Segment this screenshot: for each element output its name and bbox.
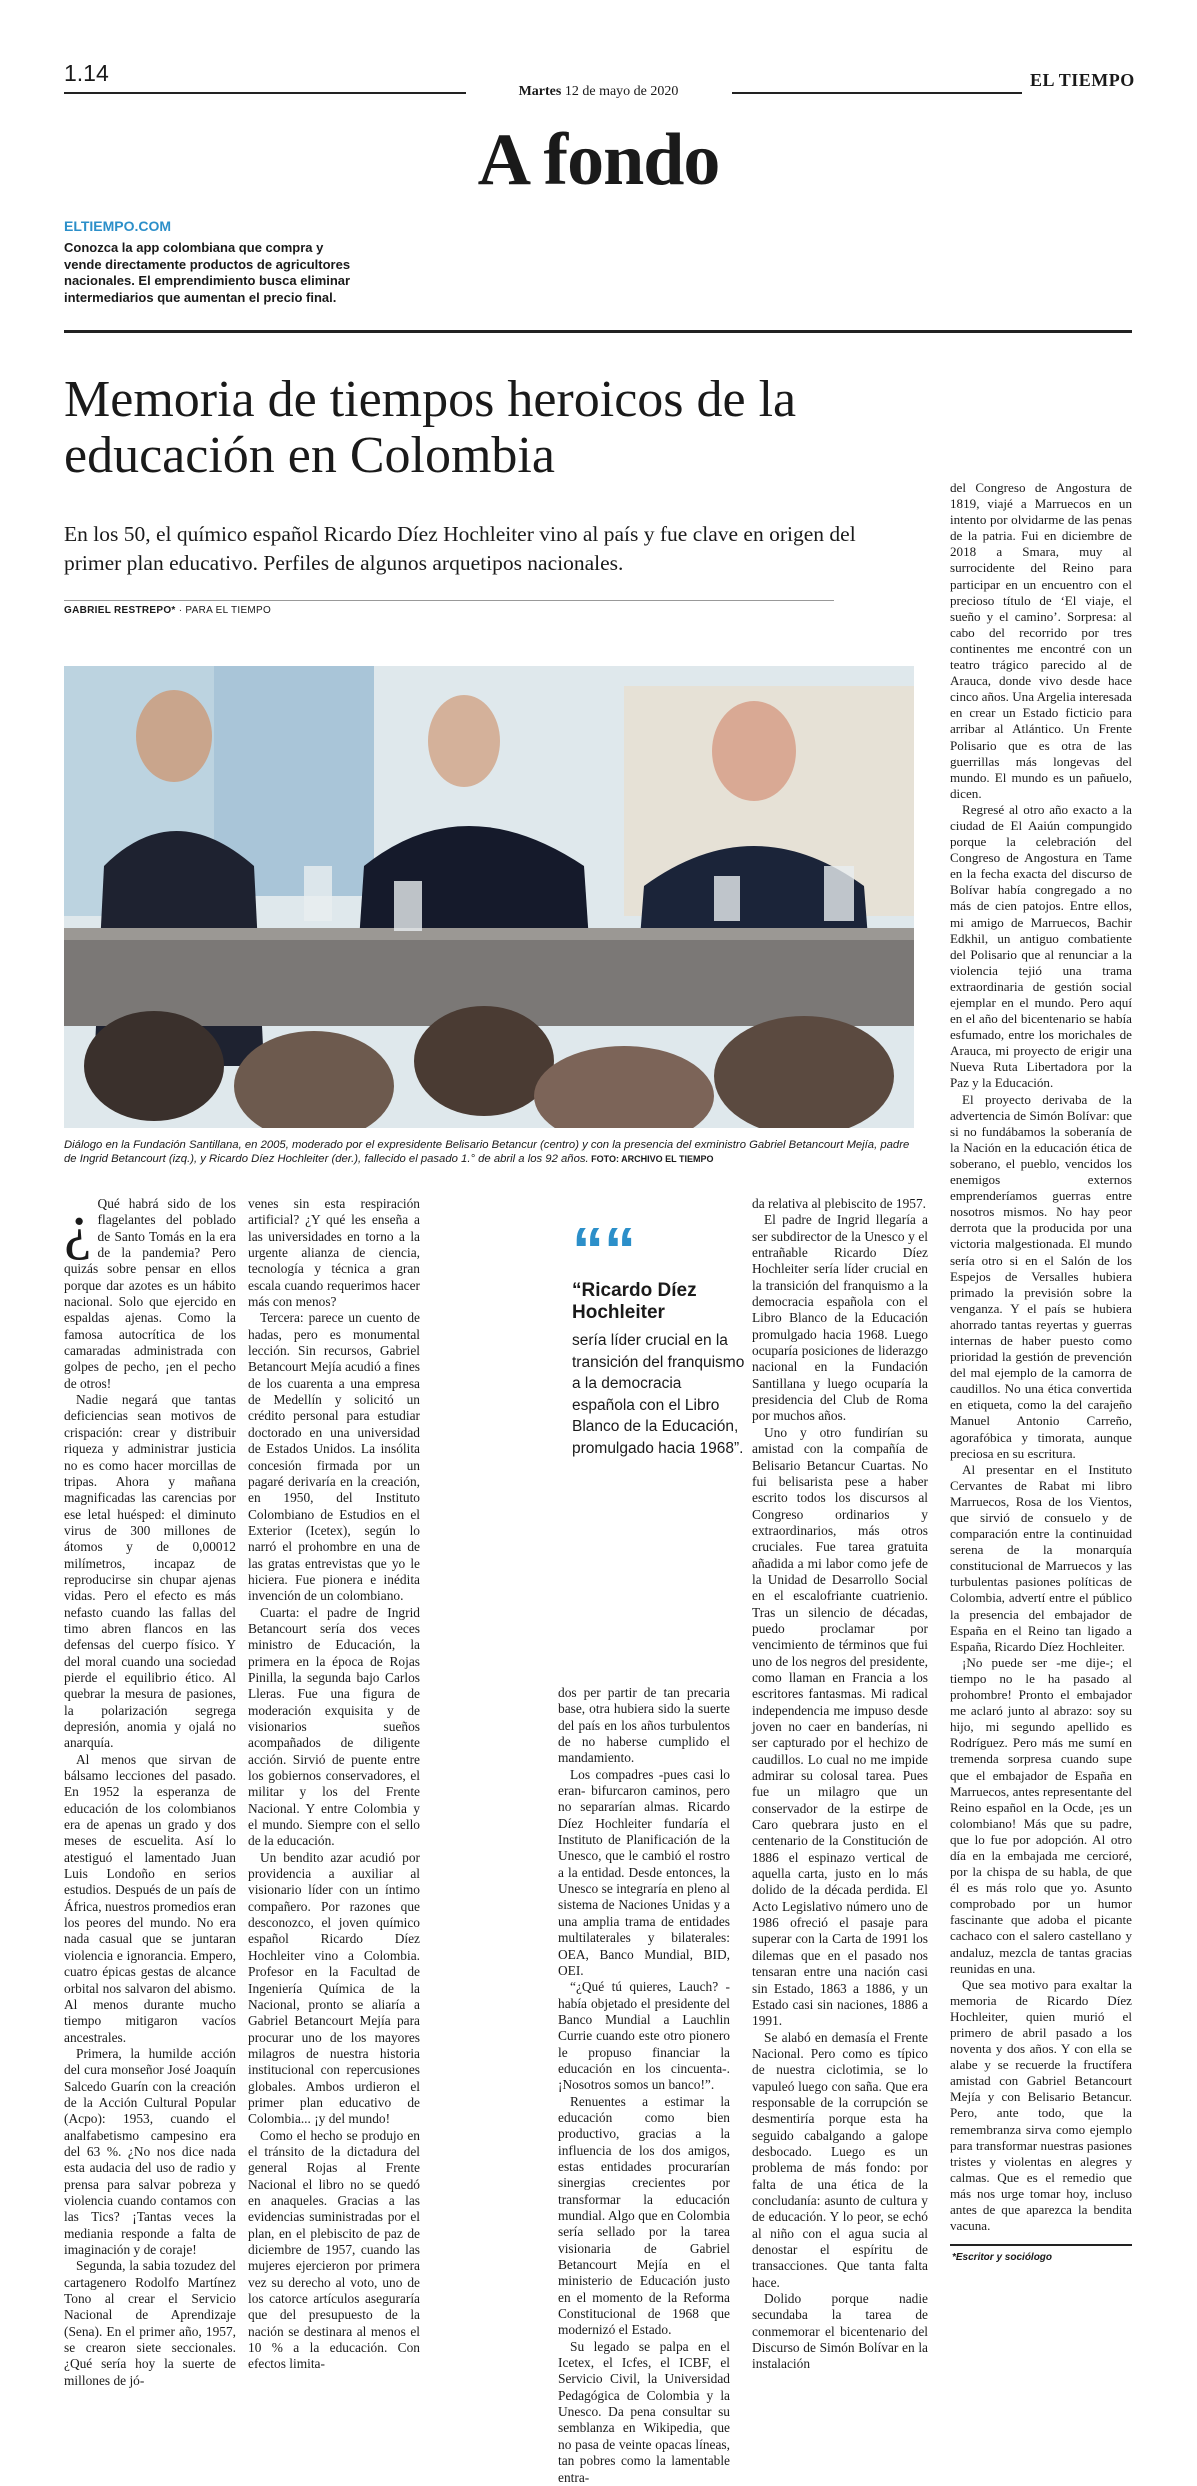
header-rule-right — [732, 92, 1022, 94]
paragraph: Nadie negará que tantas deficiencias sean motivos de crispación: crear y distribuir riqueza y administrar justicia no es como hacer morcillas de tripas. Ahora y mañana magnificadas las carencias por ese letal huésped: el diminuto virus de 300 millones de átomos y de 0,00012 milímetros, incapaz de reproducirse sin chupar ajenas vidas. Pero el efecto es más nefasto cuando las fallas del timo abren flancos en las defensas del cuerpo físico. Y del moral cuando una sociedad pierde el equilibrio ético. Al quebrar la mesura de pasiones, la polarización segrega depresión, anomia y ojalá no anarquía. — [64, 1392, 236, 1751]
article-deck: En los 50, el químico español Ricardo Díez Hochleiter vino al país y fue clave en origen del primer plan educativo. Perfiles de algunos arquetipos nacionales. — [64, 522, 856, 575]
paragraph: Como el hecho se produjo en el tránsito de la dictadura del general Rojas al Frente Nacional el libro no se quedó en anaqueles. Gracias a las evidencias suministradas por el plan, en el plebiscito de paz de diciembre de 1957, cuando las mujeres ejercieron por primera vez su derecho al voto, uno de los catorce artículos aseguraría que del presupuesto de la nación se destinara al menos el 10 % a la educación. Con efectos limita- — [248, 2127, 420, 2372]
article-headline: Memoria de tiempos heroicos de la educación en Colombia — [64, 371, 797, 484]
column-4 — [752, 1196, 928, 2373]
pull-quote-body: sería líder crucial en la transición del franquismo a la democracia española con el Libro Blanco de la Educación, promulgado hacia 1968”. — [572, 1332, 745, 1457]
paragraph: Tercera: parece un cuento de hadas, pero es monumental lección. Sin recursos, Gabriel Betancourt Mejía acudió a fines de los cuarenta a una empresa de Medellín y solicitó un crédito personal para estudiar doctorado en una universidad de Estados Unidos. La insólita concesión firmada por un pagaré derivaría en la creación, en 1950, del Instituto Colombiano de Estudios en el Exterior (Icetex), según lo narró el prohombre en una de las gratas entrevistas que yo le hiciera. Fue pionera e inédita invención de un colombiano. — [248, 1310, 420, 1604]
paragraph: Al presentar en el Instituto Cervantes de Rabat mi libro Marruecos, Rosa de los Vientos, que sirvió de consuelo y de comparación entre la continuidad serena de la monarquía constitucional de Marruecos y las turbulentas pasiones políticas de Colombia, advertí entre el público la presencia del embajador de España en el Reino tan ligado a España, Ricardo Díez Hochleiter. — [950, 1461, 1132, 1654]
paragraph: El proyecto derivaba de la advertencia de Simón Bolívar: que si no fundábamos la soberanía de la Nación en la educación ética de soberano, el pueblo, vencidos los enemigos externos emprenderíamos guerras entre nosotros mismos. No hay peor derrota que la producida por una victoria malgestionada. El mundo sería otro si en el Salón de los Espejos de Versalles hubiera primado la previsión sobre la venganza. Y el país se hubiera ahorrado tantas reyertas y guerras internas de haber puesto como prioridad la gestión de prevención del mal ejemplo de la camorra de caudillos. No una ética convertida en etiqueta, como la del carajeño Manuel Antonio Carreño, agorafóbica y timorata, aunque preciosa en su escritura. — [950, 1091, 1132, 1461]
paragraph: “¿Qué tú quieres, Lauch? -había objetado el presidente del Banco Mundial a Lauchlin Currie cuando este otro pionero le propuso financiar la educación en los cincuenta-. ¡Nosotros somos un banco!”. — [558, 1979, 730, 2093]
date-day: Martes — [518, 84, 562, 99]
paragraph: Uno y otro fundirían su amistad con la compañía de Belisario Betancur Cuartas. No fui belisarista pese a haber escrito todos los discursos al Congreso ordinarios y extraordinarios, más otros cruciales. Fue tarea gratuita añadida a mi labor como jefe de la Unidad de Desarrollo Social en el escalofriante cuatrienio. Tras un silencio de décadas, puedo proclamar por vencimiento de términos que fui uno de los negros del presidente, como llaman en Francia a los escritores fantasmas. Mi radical independencia me impuso desde joven no caer en banderías, ni ser capturado por el hechizo de caudillos. Lo cual no me impide admirar su colosal tarea. Pues fue un milagro que un conservador de la estirpe de Caro quebrara justo en el centenario de la Constitución de 1886 el espinazo vertical de aquella carta, justo en lo más dolido de la década perdida. El Acto Legislativo número uno de 1986 ofreció el pasaje para superar con la Carta de 1991 los dilemas que en el pasado nos tensaran entre una nación casi sin Estado, 1863 a 1886, y un Estado casi sin naciones, 1886 a 1991. — [752, 1424, 928, 2029]
byline-author: GABRIEL RESTREPO* — [64, 605, 176, 616]
author-footnote: *Escritor y sociólogo — [952, 2252, 1053, 2263]
paragraph: Que sea motivo para exaltar la memoria de Ricardo Díez Hochleiter, quien murió el primero de abril pasado a los noventa y dos años. Y con ella se alabe y se recuerde la fructífera amistad con Gabriel Betancourt Mejía y con Belisario Betancur. Pero, ante todo, que la remembranza sirva como ejemplo para transformar nuestras pasiones tristes y violentas en alegres y calmas. Que es el remedio que más nos urge tomar hoy, incluso antes de que aparezca la bendita vacuna. — [950, 1976, 1132, 2234]
section-divider — [64, 330, 1132, 333]
column-2 — [248, 1196, 420, 2373]
byline-rule — [64, 600, 834, 601]
caption-text: Diálogo en la Fundación Santillana, en 2005, moderado por el expresidente Belisario Betancur (centro) y con la presencia del exministro Gabriel Betancourt Mejía, padre de Ingrid Betancourt (izq.), y Ricardo Díez Hochleiter (der.), fallecido el pasado 1.° de abril a los 92 años. — [64, 1139, 910, 1165]
promo-text: Conozca la app colombiana que compra y vende directamente productos de agricultores nacionales. El emprendimiento busca eliminar intermediarios que aumentan el precio final. — [64, 240, 351, 305]
paragraph: Regresé al otro año exacto a la ciudad de El Aaiún compungido porque la celebración del Congreso de Angostura en Tame en la fecha exacta del discurso de Bolívar había congregado a no más de cien patojos. Entre ellos, mi amigo de Marruecos, Bachir Edkhil, un antiguo combatiente del Polisario que al renunciar a la violencia tejió una trama extraordinaria de gestión social ejemplar en el mundo. Pero aquí en el año del bicentenario se había esfumado, entre los morichales de Arauca, mi proyecto de erigir una Nueva Ruta Libertadora por la Paz y la Educación. — [950, 801, 1132, 1091]
paragraph: Se alabó en demasía el Frente Nacional. Pero como es típico de nuestra ciclotimia, se lo vapuleó luego con saña. Que era responsable de la corrupción se desmentiría porque esta ha seguido cabalgando a galope desbocado. Luego es un problema de más fondo: por falta de una ética de la concludanía: asunto de cultura y de educación. Y lo peor, se echó al niño con el agua sucia al denostar el espíritu de transacciones. Que tanta falta hace. — [752, 2029, 928, 2290]
paragraph: Un bendito azar acudió por providencia a auxiliar al visionario líder con un íntimo compañero. Por razones que desconozco, el joven químico español Ricardo Díez Hochleiter vino a Colombia. Profesor en la Facultad de Ingeniería Química de la Nacional, pronto se aliaría a Gabriel Betancourt Mejía para procurar uno de los mayores milagros de nuestra historia institucional con repercusiones globales. Ambos urdieron el primer plan educativo de Colombia... ¡y del mundo! — [248, 1849, 420, 2127]
paragraph: dos per partir de tan precaria base, otra hubiera sido la suerte del país en los años turbulentos de no haberse cumplido el mandamiento. — [558, 1685, 730, 1766]
byline-rest: · PARA EL TIEMPO — [175, 605, 272, 616]
quote-mark-icon: ““ — [572, 1214, 636, 1286]
paragraph: Primera, la humilde acción del cura monseñor José Joaquín Salcedo Guarín con la creación de la Acción Cultural Popular (Acpo): 1953, cuando el analfabetismo campesino era del 63 %. ¿No nos dice nada esta audacia del uso de radio y prensa para salvar pobreza y violencia cuando contamos con las Tics? ¡Tantas veces la mediania responde a falta de imaginación y de coraje! — [64, 2045, 236, 2257]
section-title: A fondo — [477, 119, 720, 201]
paragraph: da relativa al plebiscito de 1957. — [752, 1196, 927, 1211]
date-rest: 12 de mayo de 2020 — [561, 84, 679, 99]
paragraph: El padre de Ingrid llegaría a ser subdirector de la Unesco y el entrañable Ricardo Díez Hochleiter sería líder crucial en la transición del franquismo a la democracia española con el Libro Blanco de la Educación promulgado hacia 1968. Luego ocuparía posiciones de liderazgo nacional en la Fundación Santillana y luego ocuparía la presidencia del Club de Roma por muchos años. — [752, 1212, 928, 1424]
column-5 — [950, 480, 1132, 2234]
paragraph: Su legado se palpa en el Icetex, el Icfes, el ICBF, el Servicio Civil, la Universidad Pedagógica de Colombia y la Unesco. Da pena consultar su semblanza en Wikipedia, que no pasa de veinte opacas líneas, tan pobres como la lamentable entra- — [558, 2338, 730, 2485]
photo-credit: FOTO: ARCHIVO EL TIEMPO — [588, 1154, 714, 1164]
column-1 — [64, 1193, 236, 2389]
paragraph: Cuarta: el padre de Ingrid Betancourt sería dos veces ministro de Educación, la primera en la época de Rojas Pinilla, la segunda bajo Carlos Lleras. Fue una figura de moderación exquisita y de visionarios sueños acompañados de diligente acción. Sirvió de puente entre los gobiernos conservadores, el militar y los del Frente Nacional. Y entre Colombia y el mundo. Siempre con el sello de la educación. — [248, 1604, 420, 1849]
paragraph: Los compadres -pues casi lo eran- bifurcaron caminos, pero no separarían almas. Ricardo Díez Hochleiter fundaría el Instituto de Planificación de la Unesco, que le cambió el rostro a la entidad. Desde entonces, la Unesco se integraría en pleno al sistema de Naciones Unidas y a una amplia trama de entidades multilaterales y bilaterales: OEA, Banco Mundial, BID, OEI. — [558, 1766, 730, 1978]
paragraph: Qué habrá sido de los flagelantes del poblado de Santo Tomás en la era de la pandemia? Pero quizás sobre pensar en ellos porque dar azotes es un hábito nacional. Solo que ejercido en espaldas ajenas. Como la famosa autocrítica de los camaradas administrada con golpes de pecho, ¡en el pecho de otros! — [64, 1196, 236, 1391]
photo-caption — [64, 1138, 914, 1166]
brand-logo: EL TIEMPO — [1030, 70, 1135, 90]
footnote-rule — [950, 2244, 1132, 2246]
paragraph: Dolido porque nadie secundaba la tarea de conmemorar el bicentenario del Discurso de Simón Bolívar en la instalación — [752, 2291, 928, 2372]
paragraph: ¡No puede ser -me dije-; el tiempo no le ha pasado al prohombre! Pronto el embajador me aclaró junto al abrazo: soy su hijo, mi segundo apellido es Rodríguez. Pero más me sumí en tremenda sorpresa cuando supe que el embajador de España en Marruecos, antes representante del Reino español en la Ocde, ¡es un colombiano! Más que su padre, que lo fue por adopción. Al otro día en la embajada me cercioré, por la chispa de su habla, de que él es más rolo que yo. Asunto comprobado por un humor fascinante que adoba el picante cachaco con el salero castellano y andaluz, mezcla de tantas gracias reunidas en una. — [950, 1654, 1132, 1976]
drop-cap: ¿ — [64, 1193, 92, 1261]
paragraph: Al menos que sirvan de bálsamo lecciones del pasado. En 1952 la esperanza de educación de los colombianos era de apenas un grado y dos meses de escuelita. Así lo atestiguó el lamentado Juan Luis Londoño en serios estudios. Después de un país de África, nuestros promedios eran los peores del mundo. No era nada casual que se juntaran violencia e ignorancia. Empero, cuatro épicas gestas de alcance orbital nos salvaron del abismo. Al menos durante mucho tiempo mitigaron vacíos ancestrales. — [64, 1751, 236, 2045]
paragraph: venes sin esta respiración artificial? ¿Y qué les enseña a las universidades en torno a la urgente alianza de ciencia, tecnología y técnica a gran escala cuando requerimos hacer más con menos? — [248, 1196, 420, 1310]
pull-quote-title: “Ricardo Díez Hochleiter — [572, 1280, 697, 1323]
paragraph: Renuentes a estimar la educación como bien productivo, gracias a la influencia de los dos amigos, estas entidades procurarían sinergias crecientes por transformar la educación mundial. Algo que en Colombia sería sellado por la tarea visionaria de Gabriel Betancourt Mejía en el ministerio de Educación justo en el momento de la Reforma Constitucional de 1968 que modernizó el Estado. — [558, 2093, 730, 2338]
promo-site-link[interactable]: ELTIEMPO.COM — [64, 218, 172, 234]
paragraph: Segunda, la sabia tozudez del cartagenero Rodolfo Martínez Tono al crear el Servicio Nacional de Aprendizaje (Sena). En el primer año, 1957, se crearon siete seccionales. ¿Qué sería hoy la suerte de millones de jó- — [64, 2258, 236, 2388]
article-photo — [64, 666, 914, 1128]
column-3 — [558, 1685, 730, 2486]
byline — [64, 605, 271, 616]
paragraph: del Congreso de Angostura de 1819, viajé a Marruecos en un intento por olvidarme de las penas de la patria. Fui en diciembre de 2018 a Smara, muy al surrocidente del Reino para participar en un encuentro con el precioso título de ‘El viaje, el sueño y el camino’. Sorpresa: al cabo del recorrido por tres continentes me encontré con un teatro trágico parecido al de Arauca, donde vivo desde hace cinco años. Una Argelia interesada en crear un Estado ficticio para arribar al Atlántico. Un Frente Polisario que es otra de las guerrillas más longevas del mundo. El mundo es un pañuelo, dicen. — [950, 480, 1132, 801]
page-number: 1.14 — [64, 60, 109, 86]
